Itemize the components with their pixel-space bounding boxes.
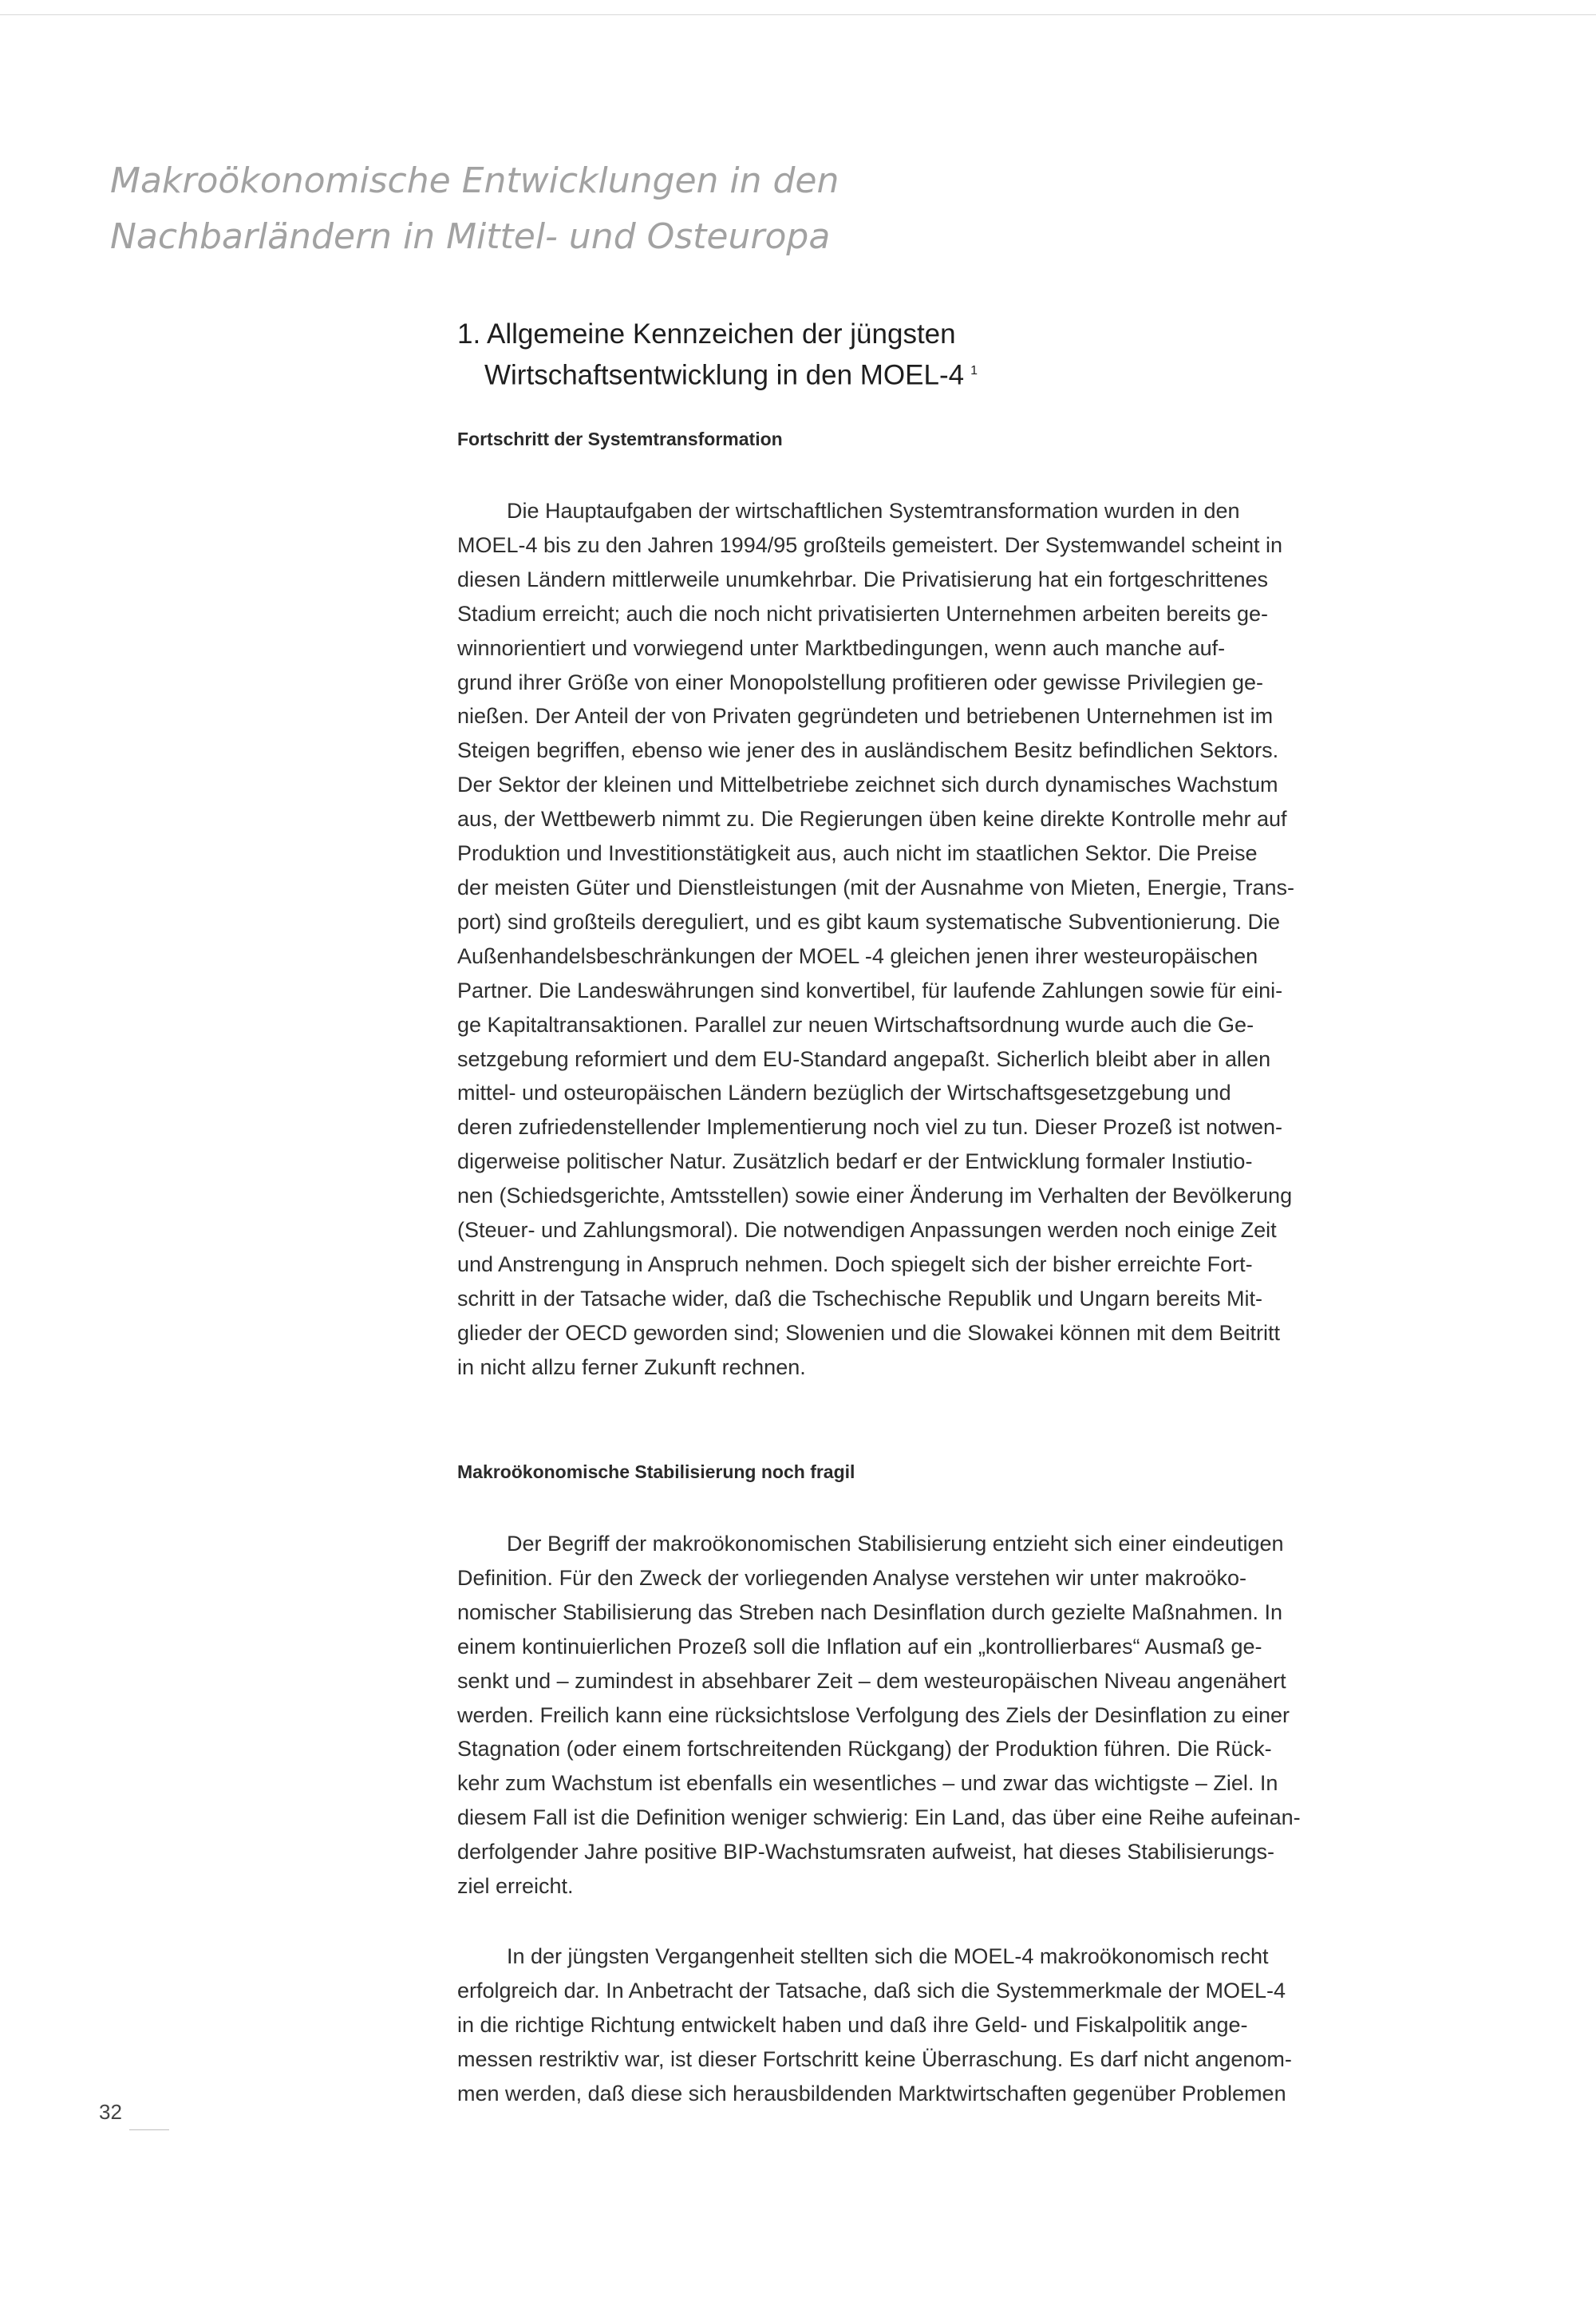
footnote-mark: 1 — [970, 364, 978, 378]
text-line: Produktion und Investitionstätigkeit aus, auch nicht im staatlichen Sektor. Die Preise — [457, 841, 1258, 866]
text-line: MOEL-4 bis zu den Jahren 1994/95 großteils gemeistert. Der Systemwandel scheint in — [457, 532, 1283, 557]
text-line: Stagnation (oder einem fortschreitenden Rückgang) der Produktion führen. Die Rück- — [457, 1737, 1272, 1761]
text-line: Der Begriff der makroökonomischen Stabilisierung entzieht sich einer eindeutigen — [507, 1532, 1284, 1556]
text-line: mittel- und osteuropäischen Ländern bezüglich der Wirtschaftsgesetzgebung und — [457, 1081, 1231, 1105]
text-line: Außenhandelsbeschränkungen der MOEL -4 gleichen jenen ihrer westeuropäischen — [457, 943, 1258, 968]
page-number: 32 — [99, 2100, 122, 2124]
text-line: in die richtige Richtung entwickelt haben und daß ihre Geld- und Fiskalpolitik ange- — [457, 2012, 1248, 2037]
text-line: setzgebung reformiert und dem EU-Standard angepaßt. Sicherlich bleibt aber in allen — [457, 1046, 1271, 1071]
text-line: deren zufriedenstellender Implementierung noch viel zu tun. Dieser Prozeß ist notwen- — [457, 1115, 1283, 1140]
section-heading-line-2 — [457, 353, 1175, 394]
text-line: werden. Freilich kann eine rücksichtslose Verfolgung des Ziels der Desinflation zu einer — [457, 1702, 1290, 1727]
text-line: men werden, daß diese sich herausbildenden Marktwirtschaften gegenüber Problemen — [457, 2081, 1286, 2105]
section-heading-line-2-text: Wirtschaftsentwicklung in den MOEL-4 — [484, 359, 965, 391]
text-line: der meisten Güter und Dienstleistungen (mit der Ausnahme von Mieten, Energie, Trans- — [457, 875, 1295, 900]
text-line: port) sind großteils dereguliert, und es gibt kaum systematische Subventionierung. Die — [457, 909, 1281, 934]
section-heading-line-1: 1. Allgemeine Kennzeichen der jüngsten — [457, 318, 956, 350]
text-line: nomischer Stabilisierung das Streben nach Desinflation durch gezielte Maßnahmen. In — [457, 1599, 1283, 1624]
paragraph-stabilisierung-1 — [457, 1527, 1383, 1904]
chapter-title-line-1: Makroökonomische Entwicklungen in den — [110, 160, 839, 201]
text-line: schritt in der Tatsache wider, daß die Tschechische Republik und Ungarn bereits Mit- — [457, 1286, 1263, 1311]
text-line: ziel erreicht. — [457, 1874, 574, 1899]
chapter-title — [110, 153, 1148, 265]
text-line: In der jüngsten Vergangenheit stellten sich die MOEL-4 makroökonomisch recht — [507, 1944, 1269, 1968]
subsection-heading-stabilisierung: Makroökonomische Stabilisierung noch fragil — [457, 1461, 855, 1482]
chapter-title-line-2: Nachbarländern in Mittel- und Osteuropa — [110, 216, 831, 257]
text-line: Die Hauptaufgaben der wirtschaftlichen Systemtransformation wurden in den — [507, 499, 1240, 523]
text-line: nen (Schiedsgerichte, Amtsstellen) sowie einer Änderung im Verhalten der Bevölkerung — [457, 1184, 1293, 1208]
text-line: Definition. Für den Zweck der vorliegenden Analyse verstehen wir unter makroöko- — [457, 1565, 1246, 1590]
text-line: digerweise politischer Natur. Zusätzlich bedarf er der Entwicklung formaler Instiutio- — [457, 1149, 1253, 1174]
text-line: glieder der OECD geworden sind; Slowenien und die Slowakei können mit dem Beitritt — [457, 1320, 1281, 1345]
text-line: und Anstrengung in Anspruch nehmen. Doch spiegelt sich der bisher erreichte Fort- — [457, 1251, 1253, 1276]
text-line: kehr zum Wachstum ist ebenfalls ein wesentliches – und zwar das wichtigste – Ziel. In — [457, 1771, 1278, 1796]
text-line: messen restriktiv war, ist dieser Fortschritt keine Überraschung. Es darf nicht angenom- — [457, 2046, 1292, 2071]
text-line: derfolgender Jahre positive BIP-Wachstumsraten aufweist, hat dieses Stabilisierungs- — [457, 1840, 1274, 1864]
text-line: diesen Ländern mittlerweile unumkehrbar. Die Privatisierung hat ein fortgeschrittenes — [457, 567, 1269, 591]
paragraph-systemtransformation — [457, 494, 1383, 1385]
paragraph-stabilisierung-2 — [457, 1939, 1383, 2111]
text-line: Stadium erreicht; auch die noch nicht privatisierten Unternehmen arbeiten bereits ge- — [457, 601, 1269, 626]
text-line: in nicht allzu ferner Zukunft rechnen. — [457, 1354, 806, 1379]
text-line: ge Kapitaltransaktionen. Parallel zur neuen Wirtschaftsordnung wurde auch die Ge- — [457, 1012, 1254, 1037]
top-rule — [0, 14, 1596, 15]
section-heading — [457, 316, 1175, 394]
text-line: einem kontinuierlichen Prozeß soll die Inflation auf ein „kontrollierbares“ Ausmaß ge- — [457, 1634, 1262, 1659]
text-line: winnorientiert und vorwiegend unter Marktbedingungen, wenn auch manche auf- — [457, 635, 1226, 660]
text-line: grund ihrer Größe von einer Monopolstellung profitieren oder gewisse Privilegien ge- — [457, 670, 1264, 694]
text-line: Der Sektor der kleinen und Mittelbetriebe zeichnet sich durch dynamisches Wachstum — [457, 773, 1278, 797]
page-number-underline — [129, 2129, 169, 2130]
text-line: diesem Fall ist die Definition weniger schwierig: Ein Land, das über eine Reihe aufeinan- — [457, 1805, 1301, 1830]
text-line: Partner. Die Landeswährungen sind konvertibel, für laufende Zahlungen sowie für eini- — [457, 978, 1283, 1002]
text-line: aus, der Wettbewerb nimmt zu. Die Regierungen üben keine direkte Kontrolle mehr auf — [457, 807, 1287, 832]
subsection-heading-systemtransformation: Fortschritt der Systemtransformation — [457, 429, 783, 449]
text-line: Steigen begriffen, ebenso wie jener des in ausländischem Besitz befindlichen Sektors. — [457, 738, 1279, 763]
text-line: (Steuer- und Zahlungsmoral). Die notwendigen Anpassungen werden noch einige Zeit — [457, 1218, 1277, 1243]
text-line: nießen. Der Anteil der von Privaten gegründeten und betriebenen Unternehmen ist im — [457, 704, 1274, 729]
text-line: senkt und – zumindest in absehbarer Zeit – dem westeuropäischen Niveau angenähert — [457, 1668, 1286, 1693]
text-line: erfolgreich dar. In Anbetracht der Tatsache, daß sich die Systemmerkmale der MOEL-4 — [457, 1978, 1286, 2003]
